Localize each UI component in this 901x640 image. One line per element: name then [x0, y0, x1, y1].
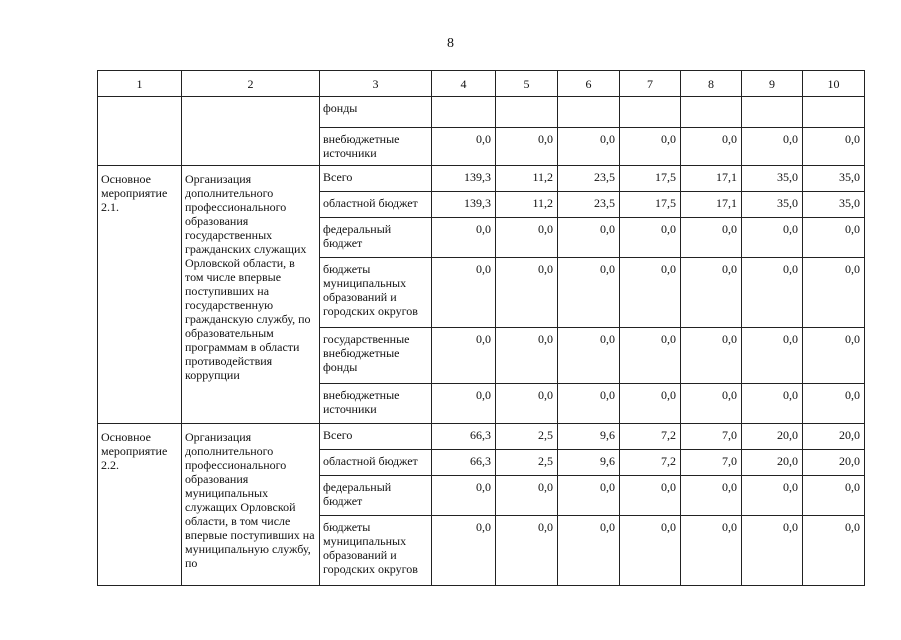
- value-cell: 7,2: [620, 424, 681, 450]
- value-cell: 7,2: [620, 450, 681, 476]
- value-cell: 0,0: [496, 328, 558, 384]
- funding-source: фонды: [320, 97, 432, 128]
- value-cell: 0,0: [803, 258, 865, 328]
- value-cell: 0,0: [681, 476, 742, 516]
- value-cell: 0,0: [803, 128, 865, 166]
- value-cell: 0,0: [742, 516, 803, 586]
- description-cell-continued: [182, 97, 320, 166]
- value-cell: 20,0: [803, 450, 865, 476]
- value-cell: 139,3: [432, 192, 496, 218]
- value-cell: 0,0: [620, 476, 681, 516]
- value-cell: [620, 97, 681, 128]
- value-cell: 0,0: [803, 516, 865, 586]
- value-cell: 23,5: [558, 166, 620, 192]
- value-cell: 0,0: [432, 328, 496, 384]
- funding-source: федеральный бюджет: [320, 218, 432, 258]
- table-row: [98, 97, 865, 128]
- value-cell: 0,0: [432, 516, 496, 586]
- event-description: Организация дополнительного профессионального образования муниципальных служащих Орловской области, в том числе впервые поступивших на муниципальную службу, по: [182, 424, 320, 586]
- value-cell: 0,0: [620, 218, 681, 258]
- value-cell: 0,0: [558, 328, 620, 384]
- value-cell: 7,0: [681, 450, 742, 476]
- value-cell: 17,5: [620, 192, 681, 218]
- value-cell: 0,0: [681, 328, 742, 384]
- page-number: 8: [447, 36, 454, 51]
- table-row: [98, 424, 865, 450]
- column-header: 3: [320, 71, 432, 97]
- column-header: 6: [558, 71, 620, 97]
- value-cell: 11,2: [496, 166, 558, 192]
- value-cell: 0,0: [681, 218, 742, 258]
- value-cell: 0,0: [496, 516, 558, 586]
- column-header: 1: [98, 71, 182, 97]
- value-cell: [496, 97, 558, 128]
- value-cell: 0,0: [803, 384, 865, 424]
- event-description: Организация дополнительного профессионального образования государственных гражданских служащих Орловской области, в том числе впервые поступивших на государственную гражданскую службу, по образовательным программам в области противодействия коррупции: [182, 166, 320, 424]
- value-cell: 0,0: [742, 128, 803, 166]
- value-cell: 0,0: [681, 258, 742, 328]
- value-cell: 0,0: [742, 258, 803, 328]
- value-cell: 0,0: [496, 384, 558, 424]
- value-cell: 139,3: [432, 166, 496, 192]
- value-cell: 0,0: [681, 516, 742, 586]
- value-cell: [742, 97, 803, 128]
- table-row: [98, 166, 865, 192]
- value-cell: 7,0: [681, 424, 742, 450]
- value-cell: [803, 97, 865, 128]
- value-cell: 11,2: [496, 192, 558, 218]
- value-cell: 2,5: [496, 424, 558, 450]
- column-header: 5: [496, 71, 558, 97]
- value-cell: 66,3: [432, 424, 496, 450]
- budget-table: [97, 70, 865, 586]
- funding-source: Всего: [320, 166, 432, 192]
- value-cell: [432, 97, 496, 128]
- funding-source: Всего: [320, 424, 432, 450]
- value-cell: 17,1: [681, 192, 742, 218]
- value-cell: 35,0: [803, 192, 865, 218]
- value-cell: 0,0: [432, 218, 496, 258]
- value-cell: 0,0: [742, 328, 803, 384]
- funding-source: внебюджетные источники: [320, 128, 432, 166]
- value-cell: 20,0: [742, 450, 803, 476]
- value-cell: 66,3: [432, 450, 496, 476]
- value-cell: 0,0: [681, 384, 742, 424]
- value-cell: 0,0: [620, 328, 681, 384]
- value-cell: 0,0: [558, 476, 620, 516]
- column-header: 9: [742, 71, 803, 97]
- value-cell: 35,0: [742, 192, 803, 218]
- value-cell: [558, 97, 620, 128]
- value-cell: 0,0: [432, 384, 496, 424]
- value-cell: 0,0: [558, 218, 620, 258]
- value-cell: 2,5: [496, 450, 558, 476]
- funding-source: областной бюджет: [320, 192, 432, 218]
- value-cell: 0,0: [558, 258, 620, 328]
- value-cell: 0,0: [620, 516, 681, 586]
- value-cell: 35,0: [742, 166, 803, 192]
- value-cell: 17,1: [681, 166, 742, 192]
- value-cell: 0,0: [742, 218, 803, 258]
- funding-source: федеральный бюджет: [320, 476, 432, 516]
- funding-source: областной бюджет: [320, 450, 432, 476]
- value-cell: 0,0: [432, 476, 496, 516]
- value-cell: 35,0: [803, 166, 865, 192]
- value-cell: 0,0: [620, 128, 681, 166]
- column-header: 8: [681, 71, 742, 97]
- value-cell: 0,0: [803, 476, 865, 516]
- value-cell: 0,0: [620, 384, 681, 424]
- column-header: 10: [803, 71, 865, 97]
- value-cell: 9,6: [558, 450, 620, 476]
- value-cell: 0,0: [496, 218, 558, 258]
- value-cell: 17,5: [620, 166, 681, 192]
- event-title: Основное мероприятие 2.1.: [98, 166, 182, 424]
- value-cell: 0,0: [496, 476, 558, 516]
- value-cell: 0,0: [432, 128, 496, 166]
- value-cell: 9,6: [558, 424, 620, 450]
- column-header: 7: [620, 71, 681, 97]
- value-cell: 0,0: [681, 128, 742, 166]
- value-cell: 0,0: [432, 258, 496, 328]
- value-cell: 0,0: [558, 516, 620, 586]
- value-cell: 23,5: [558, 192, 620, 218]
- event-title: Основное мероприятие 2.2.: [98, 424, 182, 586]
- funding-source: бюджеты муниципальных образований и городских округов: [320, 258, 432, 328]
- column-header: 2: [182, 71, 320, 97]
- value-cell: 0,0: [496, 128, 558, 166]
- value-cell: 0,0: [558, 128, 620, 166]
- funding-source: внебюджетные источники: [320, 384, 432, 424]
- value-cell: 0,0: [742, 476, 803, 516]
- value-cell: 0,0: [558, 384, 620, 424]
- value-cell: 0,0: [803, 328, 865, 384]
- value-cell: 20,0: [803, 424, 865, 450]
- value-cell: 0,0: [620, 258, 681, 328]
- column-header: 4: [432, 71, 496, 97]
- event-cell-continued: [98, 97, 182, 166]
- value-cell: 0,0: [496, 258, 558, 328]
- funding-source: государственные внебюджетные фонды: [320, 328, 432, 384]
- value-cell: 0,0: [742, 384, 803, 424]
- funding-source: бюджеты муниципальных образований и городских округов: [320, 516, 432, 586]
- value-cell: 0,0: [803, 218, 865, 258]
- value-cell: 20,0: [742, 424, 803, 450]
- table-header-row: [98, 71, 865, 97]
- value-cell: [681, 97, 742, 128]
